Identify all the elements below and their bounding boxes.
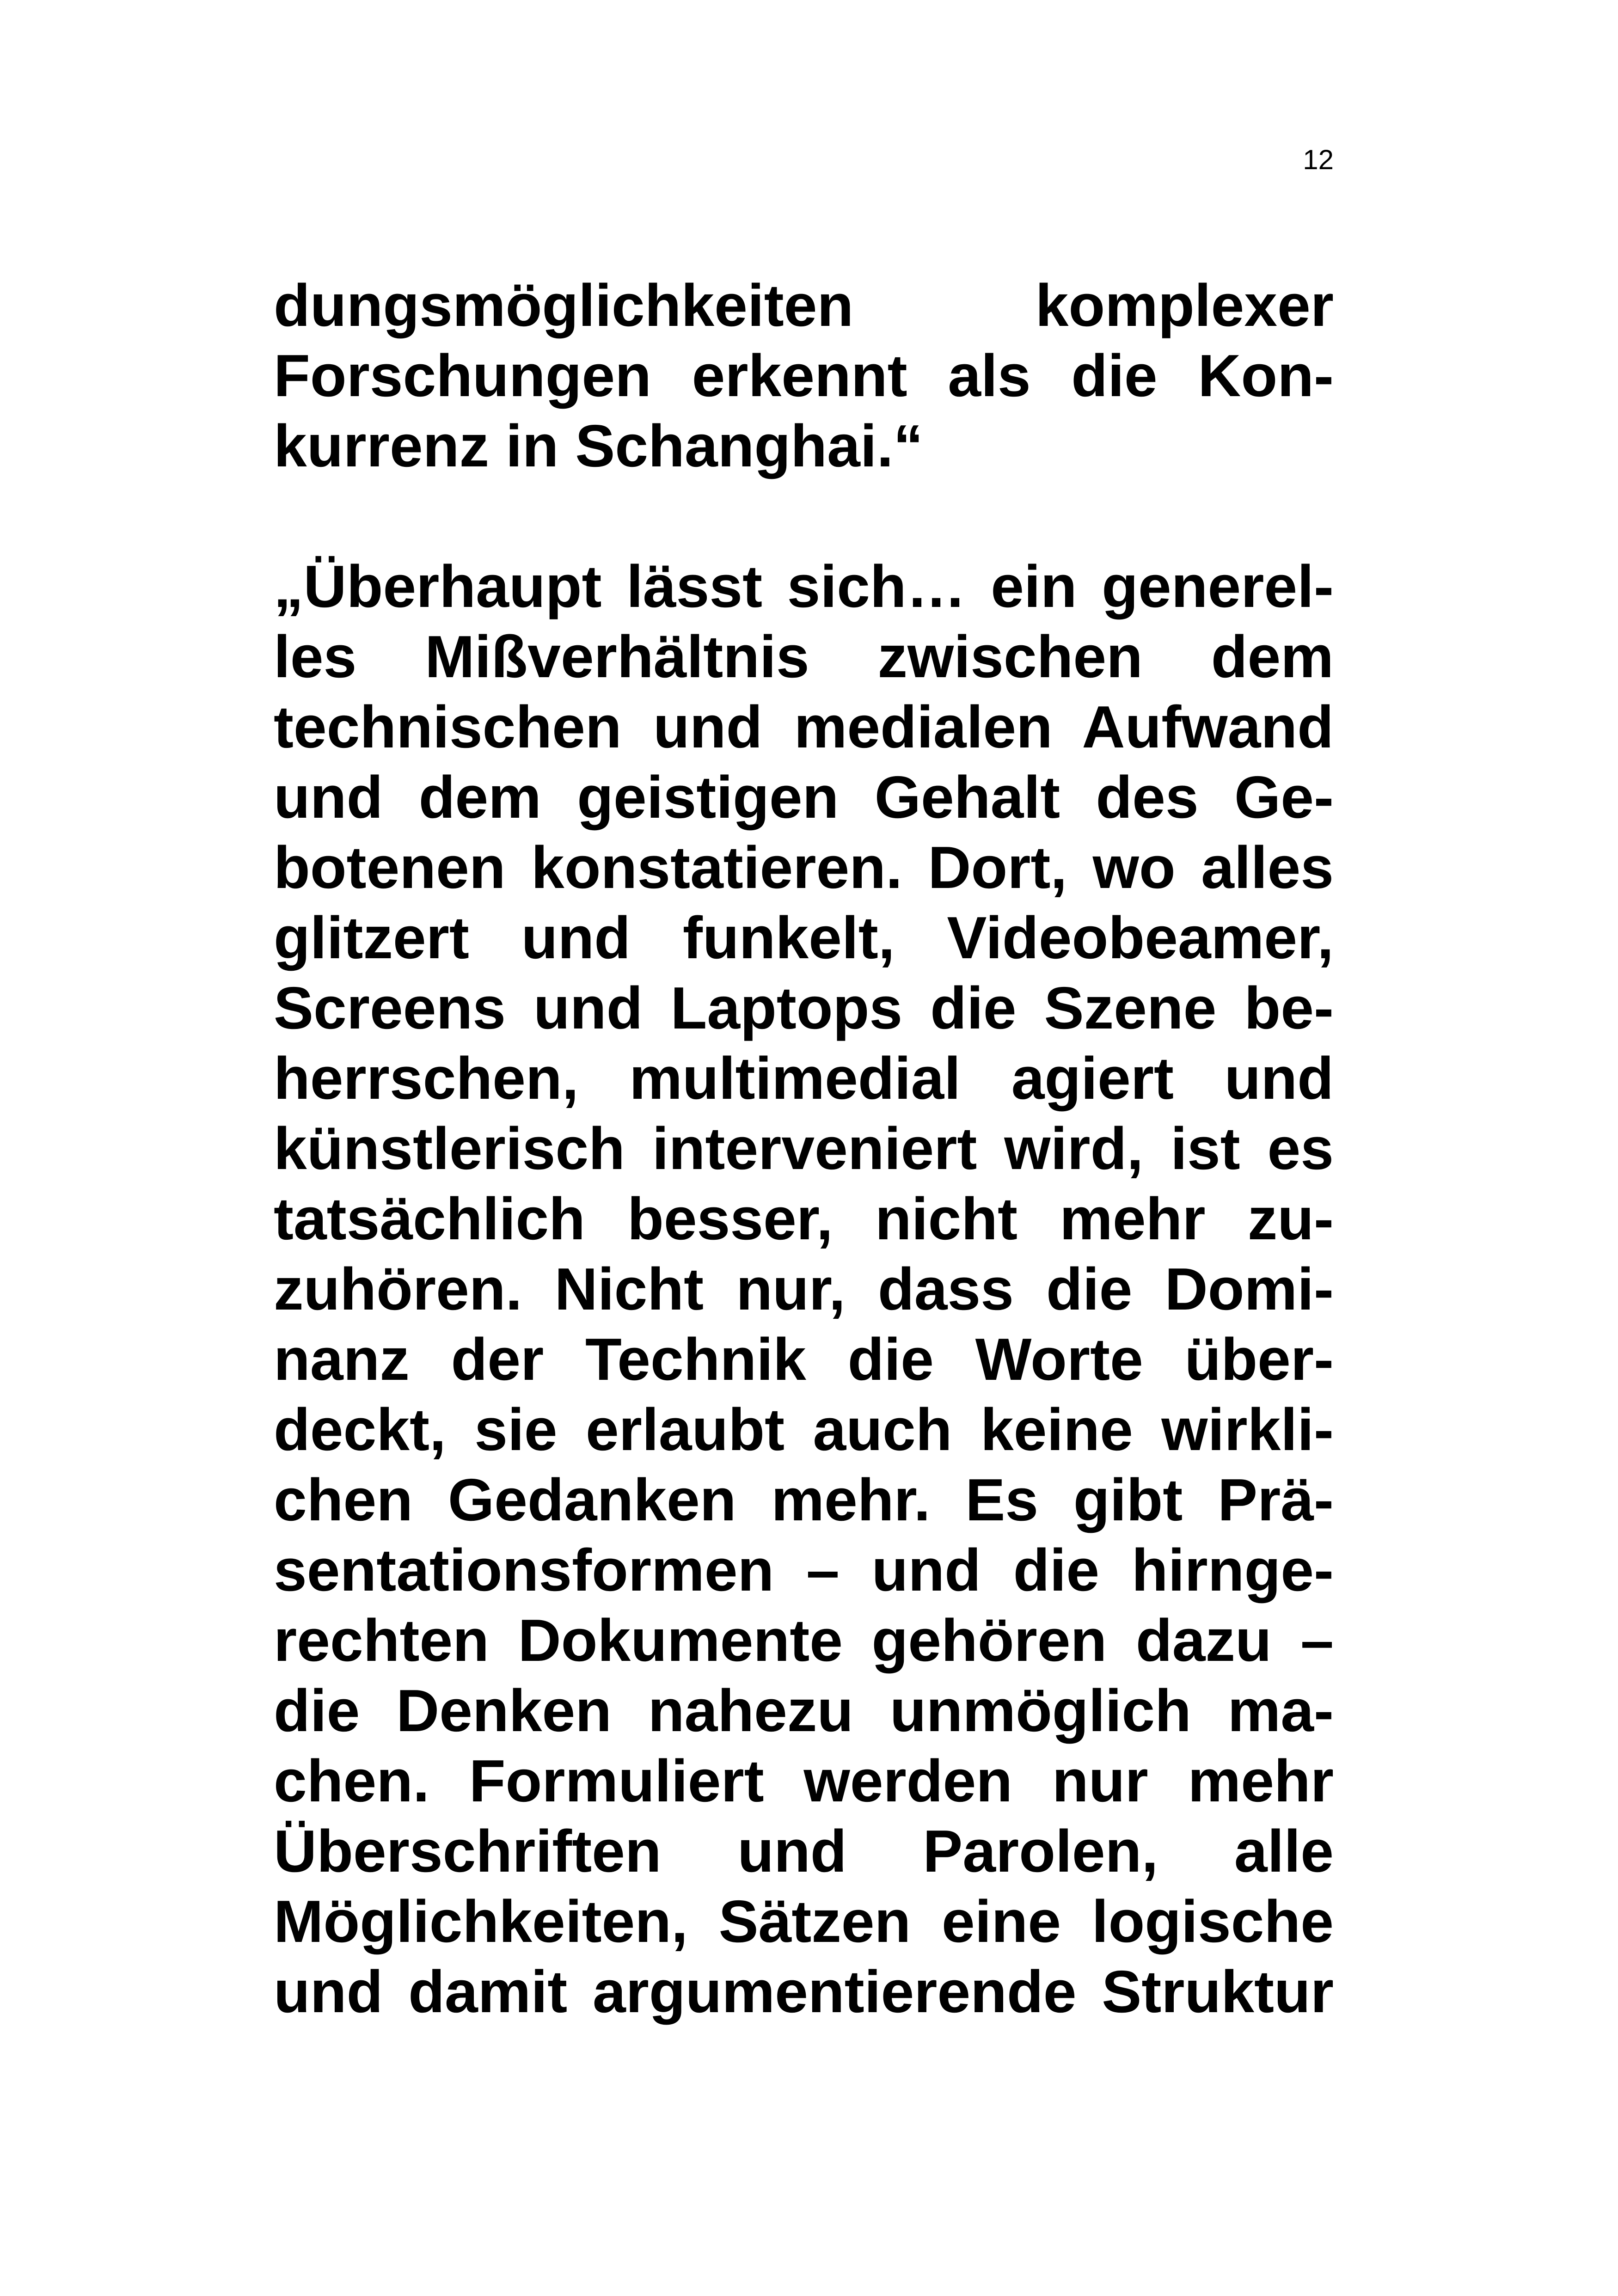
text-line: künstlerisch interveniert wird, ist es xyxy=(274,1115,1334,1182)
text-line: chen. Formuliert werden nur mehr xyxy=(274,1748,1334,1814)
paragraph-gap xyxy=(274,481,1334,551)
text-line: Screens und Laptops die Szene be- xyxy=(274,975,1334,1041)
paragraph-1 xyxy=(274,270,1334,481)
body-text xyxy=(274,270,1334,2027)
text-line: les Mißverhältnis zwischen dem xyxy=(274,624,1334,690)
text-line: zuhören. Nicht nur, dass die Domi- xyxy=(274,1256,1334,1322)
text-line: rechten Dokumente gehören dazu – xyxy=(274,1607,1334,1674)
text-line: die Denken nahezu unmöglich ma- xyxy=(274,1678,1334,1744)
text-line: „Überhaupt lässt sich… ein generel- xyxy=(274,553,1334,620)
text-line: und damit argumentierende Struktur xyxy=(274,1959,1334,2025)
text-line: Forschungen erkennt als die Kon- xyxy=(274,343,1334,409)
text-line: deckt, sie erlaubt auch keine wirkli- xyxy=(274,1396,1334,1463)
text-line: herrschen, multimedial agiert und xyxy=(274,1045,1334,1112)
text-line: und dem geistigen Gehalt des Ge- xyxy=(274,764,1334,831)
text-line: dungsmöglichkeiten komplexer xyxy=(274,272,1334,339)
text-line: technischen und medialen Aufwand xyxy=(274,694,1334,760)
text-line: nanz der Technik die Worte über- xyxy=(274,1326,1334,1393)
paragraph-2 xyxy=(274,551,1334,2027)
text-line: sentationsformen – und die hirnge- xyxy=(274,1537,1334,1604)
text-line: tatsächlich besser, nicht mehr zu- xyxy=(274,1186,1334,1252)
text-line: Überschriften und Parolen, alle xyxy=(274,1818,1334,1885)
text-line: botenen konstatieren. Dort, wo alles xyxy=(274,834,1334,901)
text-line: glitzert und funkelt, Videobeamer, xyxy=(274,905,1334,971)
text-line: chen Gedanken mehr. Es gibt Prä- xyxy=(274,1467,1334,1533)
page-number: 12 xyxy=(1303,144,1334,175)
text-line: Möglichkeiten, Sätzen eine logische xyxy=(274,1888,1334,1955)
text-line: kurrenz in Schanghai.“ xyxy=(274,413,923,479)
